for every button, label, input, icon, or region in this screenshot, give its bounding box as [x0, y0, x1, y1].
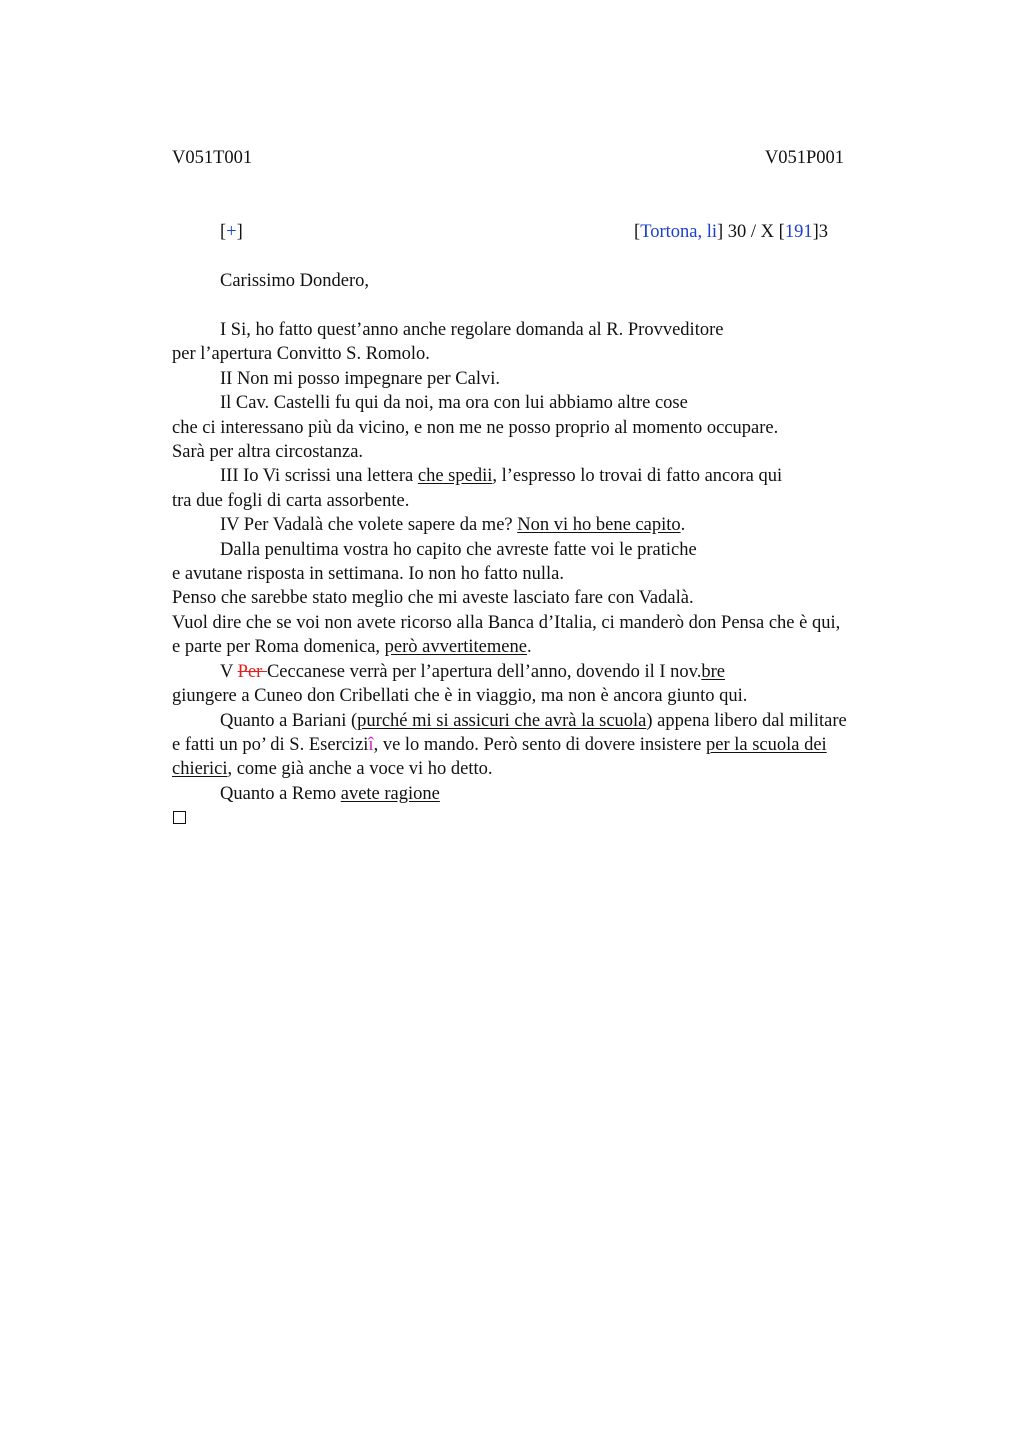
- body-line: I Si, ho fatto quest’anno anche regolare domanda al R. Provveditore: [220, 320, 724, 340]
- body-line: e fatti un po’ di S. Eserciziî, ve lo mando. Però sento di dovere insistere per la scuola dei chierici, come già anche a voce vi ho detto.: [172, 734, 827, 780]
- body-line: giungere a Cuneo don Cribellati che è in viaggio, ma non è ancora giunto qui.: [172, 686, 748, 707]
- body-line: Penso che sarebbe stato meglio che mi aveste lasciato fare con Vadalà.: [172, 588, 694, 609]
- end-marker: [172, 806, 884, 830]
- editorial-plus: +: [226, 222, 237, 242]
- underlined-text: bre: [701, 661, 725, 682]
- body-line: II Non mi posso impegnare per Calvi.: [220, 368, 501, 389]
- body-line: e parte per Roma domenica, però avvertitemene.: [172, 637, 532, 658]
- underlined-text: Non vi ho bene capito: [517, 515, 681, 536]
- letter-body: [172, 318, 884, 831]
- salutation: Carissimo Dondero,: [220, 271, 370, 291]
- body-line: III Io Vi scrissi una lettera che spedii, l’espresso lo trovai di fatto ancora qui: [220, 466, 783, 487]
- underlined-text: per la scuola dei chierici: [172, 734, 827, 780]
- body-line: Quanto a Bariani (purché mi si assicuri che avrà la scuola) appena libero dal militare: [220, 710, 847, 731]
- header-left-code: V051T001: [172, 148, 253, 168]
- body-line: Vuol dire che se voi non avete ricorso alla Banca d’Italia, ci manderò don Pensa che è qui,: [172, 612, 841, 633]
- body-line: che ci interessano più da vicino, e non me ne posso proprio al momento occupare.: [172, 417, 779, 438]
- body-line: per l’apertura Convitto S. Romolo.: [172, 344, 430, 365]
- underlined-text: che spedii: [417, 466, 493, 487]
- underlined-text: purché mi si assicuri che avrà la scuola: [357, 710, 647, 731]
- end-box-icon: [173, 811, 186, 824]
- underlined-text: però avvertitemene: [384, 637, 527, 658]
- body-line: Sarà per altra circostanza.: [172, 442, 364, 463]
- body-line: Quanto a Remo avete ragione: [220, 783, 440, 804]
- body-line: IV Per Vadalà che volete sapere da me? Non vi ho bene capito.: [220, 515, 686, 536]
- underlined-text: avete ragione: [340, 783, 440, 804]
- body-line: Il Cav. Castelli fu qui da noi, ma ora con lui abbiamo altre cose: [220, 393, 688, 414]
- body-line: Dalla penultima vostra ho capito che avreste fatte voi le pratiche: [220, 539, 697, 560]
- letter-place: Tortona, li: [640, 222, 717, 242]
- highlighted-char: î: [368, 734, 374, 755]
- editorial-marker: [+]: [220, 222, 243, 242]
- body-line: V Per Ceccanese verrà per l’apertura dell’anno, dovendo il I nov.bre: [220, 661, 725, 682]
- struck-text: Per: [237, 661, 267, 682]
- letter-date: [Tortona, li] 30 / X [191]3: [634, 222, 828, 242]
- body-line: tra due fogli di carta assorbente.: [172, 490, 410, 511]
- letter-year-part: 191: [784, 222, 813, 242]
- body-line: e avutane risposta in settimana. Io non ho fatto nulla.: [172, 564, 564, 585]
- header-right-code: V051P001: [764, 148, 844, 168]
